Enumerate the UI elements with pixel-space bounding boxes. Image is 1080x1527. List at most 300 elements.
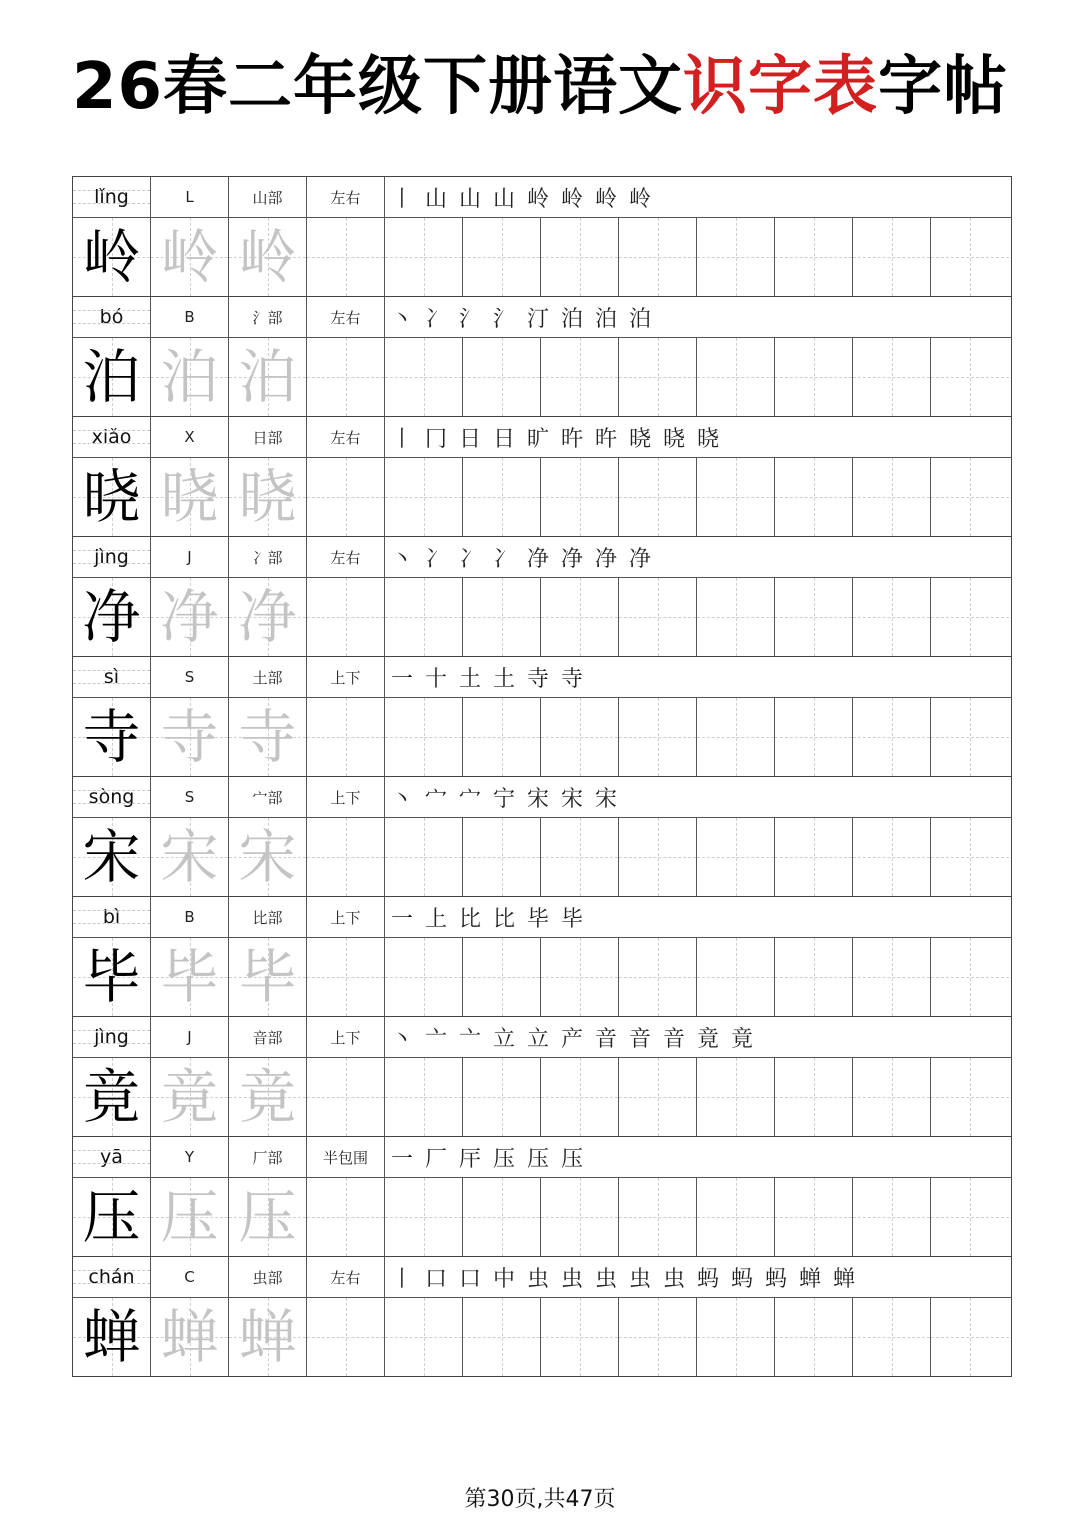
- trace-character: 毕: [160, 943, 219, 1011]
- stroke-step: 日: [459, 426, 482, 452]
- stroke-step: 宀: [459, 786, 482, 812]
- trace-character: 寺: [160, 703, 219, 771]
- writing-grid-row: [73, 938, 1011, 1017]
- trace-cell: [229, 578, 307, 656]
- stroke-step: 虫: [595, 1266, 618, 1292]
- character-entry: [73, 1257, 1011, 1376]
- practice-cell[interactable]: [697, 1058, 775, 1136]
- practice-cell[interactable]: [619, 698, 697, 776]
- stroke-step: 蝉: [833, 1266, 856, 1292]
- practice-cell[interactable]: [775, 818, 853, 896]
- structure-label: 半包围: [307, 1137, 385, 1177]
- practice-cell[interactable]: [775, 458, 853, 536]
- trace-cell: [151, 458, 229, 536]
- practice-cell[interactable]: [775, 1298, 853, 1376]
- stroke-step: 宀: [425, 786, 448, 812]
- writing-grid-row: [73, 698, 1011, 777]
- radical-label: 氵部: [229, 297, 307, 337]
- radical-label: 音部: [229, 1017, 307, 1057]
- practice-cell[interactable]: [619, 1178, 697, 1256]
- trace-cell: [229, 1298, 307, 1376]
- model-character: 寺: [82, 703, 141, 771]
- practice-cell[interactable]: [697, 578, 775, 656]
- stroke-step: 虫: [561, 1266, 584, 1292]
- practice-cell[interactable]: [775, 698, 853, 776]
- practice-cell[interactable]: [541, 578, 619, 656]
- character-entry: [73, 897, 1011, 1017]
- practice-cell[interactable]: [541, 698, 619, 776]
- trace-cell: [151, 818, 229, 896]
- stroke-step: 虫: [629, 1266, 652, 1292]
- model-cell: [73, 1178, 151, 1256]
- stroke-step: 宋: [527, 786, 550, 812]
- practice-cell[interactable]: [619, 1058, 697, 1136]
- model-character: 岭: [82, 223, 141, 291]
- stroke-step: 一: [391, 666, 414, 692]
- stroke-step: 丶: [391, 786, 414, 812]
- stroke-step: 十: [425, 666, 448, 692]
- practice-cell[interactable]: [307, 1178, 385, 1256]
- stroke-step: 岭: [561, 186, 584, 212]
- trace-cell: [151, 338, 229, 416]
- stroke-step: 丨: [391, 1266, 414, 1292]
- stroke-step: 山: [459, 186, 482, 212]
- model-cell: [73, 1298, 151, 1376]
- practice-cell[interactable]: [853, 1058, 931, 1136]
- structure-label: 上下: [307, 657, 385, 697]
- practice-cell[interactable]: [541, 938, 619, 1016]
- trace-character: 净: [160, 583, 219, 651]
- writing-grid-row: [73, 1058, 1011, 1137]
- stroke-step: 冫: [459, 546, 482, 572]
- info-row: [73, 657, 1011, 698]
- stroke-step: 蚂: [697, 1266, 720, 1292]
- practice-cell[interactable]: [463, 698, 541, 776]
- info-row: [73, 897, 1011, 938]
- structure-label: 左右: [307, 417, 385, 457]
- character-entry: [73, 1137, 1011, 1257]
- trace-cell: [229, 1178, 307, 1256]
- page-title: [0, 42, 1080, 132]
- practice-cell[interactable]: [775, 338, 853, 416]
- practice-cell[interactable]: [853, 818, 931, 896]
- stroke-step: 晓: [697, 426, 720, 452]
- model-character: 泊: [82, 343, 141, 411]
- radical-label: 日部: [229, 417, 307, 457]
- stroke-step: 山: [493, 186, 516, 212]
- trace-character: 泊: [238, 343, 297, 411]
- practice-cell[interactable]: [307, 938, 385, 1016]
- pinyin-label: sì: [73, 657, 151, 697]
- stroke-step: 土: [459, 666, 482, 692]
- practice-cell[interactable]: [307, 1058, 385, 1136]
- pinyin-label: yā: [73, 1137, 151, 1177]
- practice-cell[interactable]: [931, 578, 1009, 656]
- structure-label: 上下: [307, 897, 385, 937]
- practice-cell[interactable]: [541, 338, 619, 416]
- radical-label: 土部: [229, 657, 307, 697]
- stroke-step: 竟: [731, 1026, 754, 1052]
- stroke-step: 山: [425, 186, 448, 212]
- trace-character: 净: [238, 583, 297, 651]
- practice-cell[interactable]: [697, 938, 775, 1016]
- trace-cell: [229, 698, 307, 776]
- practice-cell[interactable]: [853, 1178, 931, 1256]
- stroke-step: 岭: [527, 186, 550, 212]
- pinyin-label: jìng: [73, 1017, 151, 1057]
- practice-cell[interactable]: [697, 218, 775, 296]
- practice-cell[interactable]: [385, 338, 463, 416]
- practice-cell[interactable]: [697, 698, 775, 776]
- stroke-step: 口: [459, 1266, 482, 1292]
- practice-cell[interactable]: [385, 938, 463, 1016]
- practice-cell[interactable]: [697, 458, 775, 536]
- stroke-step: 虫: [527, 1266, 550, 1292]
- trace-character: 岭: [238, 223, 297, 291]
- practice-cell[interactable]: [385, 578, 463, 656]
- practice-cell[interactable]: [541, 1298, 619, 1376]
- trace-cell: [151, 1298, 229, 1376]
- practice-cell[interactable]: [853, 338, 931, 416]
- writing-grid-row: [73, 338, 1011, 417]
- character-entry: [73, 1017, 1011, 1137]
- character-entry: [73, 777, 1011, 897]
- practice-cell[interactable]: [697, 1298, 775, 1376]
- model-cell: [73, 938, 151, 1016]
- stroke-step: 丨: [391, 426, 414, 452]
- practice-cell[interactable]: [307, 698, 385, 776]
- page-number: 第30页,共47页: [464, 1487, 616, 1512]
- practice-cell[interactable]: [385, 1178, 463, 1256]
- stroke-step: 氵: [459, 306, 482, 332]
- pinyin-label: chán: [73, 1257, 151, 1297]
- info-row: [73, 177, 1011, 218]
- stroke-step: 寺: [561, 666, 584, 692]
- stroke-step: 音: [595, 1026, 618, 1052]
- info-row: [73, 1017, 1011, 1058]
- stroke-step: 丶: [391, 1026, 414, 1052]
- model-character: 毕: [82, 943, 141, 1011]
- trace-cell: [151, 938, 229, 1016]
- stroke-step: 口: [425, 1266, 448, 1292]
- stroke-step: 亠: [425, 1026, 448, 1052]
- trace-character: 寺: [238, 703, 297, 771]
- stroke-step: 蚂: [765, 1266, 788, 1292]
- practice-cell[interactable]: [385, 1058, 463, 1136]
- practice-cell[interactable]: [931, 218, 1009, 296]
- character-entry: [73, 537, 1011, 657]
- practice-cell[interactable]: [775, 1058, 853, 1136]
- practice-cell[interactable]: [463, 938, 541, 1016]
- stroke-step: 比: [493, 906, 516, 932]
- practice-cell[interactable]: [931, 938, 1009, 1016]
- initial-letter: Y: [151, 1137, 229, 1177]
- practice-cell[interactable]: [385, 218, 463, 296]
- model-cell: [73, 578, 151, 656]
- practice-cell[interactable]: [931, 818, 1009, 896]
- trace-character: 岭: [160, 223, 219, 291]
- stroke-order: [385, 657, 1011, 697]
- practice-cell[interactable]: [775, 218, 853, 296]
- practice-cell[interactable]: [697, 1178, 775, 1256]
- stroke-step: 厂: [425, 1146, 448, 1172]
- pinyin-label: jìng: [73, 537, 151, 577]
- stroke-step: 日: [493, 426, 516, 452]
- stroke-step: 比: [459, 906, 482, 932]
- stroke-step: 岭: [629, 186, 652, 212]
- model-cell: [73, 1058, 151, 1136]
- stroke-step: 一: [391, 906, 414, 932]
- practice-cell[interactable]: [385, 698, 463, 776]
- trace-character: 晓: [160, 463, 219, 531]
- structure-label: 上下: [307, 1017, 385, 1057]
- structure-label: 左右: [307, 1257, 385, 1297]
- stroke-step: 冫: [425, 306, 448, 332]
- stroke-step: 汀: [527, 306, 550, 332]
- stroke-step: 旿: [561, 426, 584, 452]
- practice-cell[interactable]: [541, 1178, 619, 1256]
- stroke-step: 土: [493, 666, 516, 692]
- title-part-3: 字帖: [878, 50, 1009, 124]
- stroke-step: 毕: [561, 906, 584, 932]
- practice-cell[interactable]: [775, 578, 853, 656]
- info-row: [73, 537, 1011, 578]
- practice-cell[interactable]: [307, 458, 385, 536]
- model-cell: [73, 218, 151, 296]
- title-highlight: 识字表: [683, 50, 879, 124]
- structure-label: 左右: [307, 297, 385, 337]
- trace-character: 蝉: [160, 1303, 219, 1371]
- stroke-step: 冫: [425, 546, 448, 572]
- stroke-order: [385, 297, 1011, 337]
- pinyin-label: sòng: [73, 777, 151, 817]
- writing-grid-row: [73, 1178, 1011, 1257]
- stroke-step: 岭: [595, 186, 618, 212]
- model-cell: [73, 818, 151, 896]
- stroke-step: 压: [527, 1146, 550, 1172]
- stroke-step: 丶: [391, 546, 414, 572]
- writing-grid-row: [73, 1298, 1011, 1376]
- stroke-order: [385, 1137, 1011, 1177]
- practice-cell[interactable]: [463, 218, 541, 296]
- trace-cell: [229, 938, 307, 1016]
- stroke-step: 厈: [459, 1146, 482, 1172]
- stroke-step: 压: [493, 1146, 516, 1172]
- stroke-step: 晓: [663, 426, 686, 452]
- initial-letter: B: [151, 897, 229, 937]
- stroke-order: [385, 417, 1011, 457]
- trace-character: 压: [160, 1183, 219, 1251]
- practice-cell[interactable]: [307, 578, 385, 656]
- practice-cell[interactable]: [931, 458, 1009, 536]
- trace-character: 竟: [238, 1063, 297, 1131]
- stroke-step: 蝉: [799, 1266, 822, 1292]
- stroke-step: 旿: [595, 426, 618, 452]
- stroke-step: 冂: [425, 426, 448, 452]
- practice-cell[interactable]: [619, 578, 697, 656]
- stroke-step: 亠: [459, 1026, 482, 1052]
- practice-cell[interactable]: [619, 458, 697, 536]
- trace-character: 泊: [160, 343, 219, 411]
- initial-letter: J: [151, 537, 229, 577]
- trace-character: 竟: [160, 1063, 219, 1131]
- practice-cell[interactable]: [697, 338, 775, 416]
- model-character: 晓: [82, 463, 141, 531]
- initial-letter: S: [151, 777, 229, 817]
- model-cell: [73, 338, 151, 416]
- trace-cell: [151, 578, 229, 656]
- writing-grid-row: [73, 818, 1011, 897]
- stroke-step: 净: [527, 546, 550, 572]
- practice-cell[interactable]: [307, 818, 385, 896]
- pinyin-label: bì: [73, 897, 151, 937]
- practice-cell[interactable]: [307, 1298, 385, 1376]
- stroke-step: 寺: [527, 666, 550, 692]
- practice-cell[interactable]: [853, 1298, 931, 1376]
- structure-label: 上下: [307, 777, 385, 817]
- practice-cell[interactable]: [619, 938, 697, 1016]
- practice-cell[interactable]: [775, 938, 853, 1016]
- practice-cell[interactable]: [853, 938, 931, 1016]
- info-row: [73, 777, 1011, 818]
- practice-cell[interactable]: [463, 818, 541, 896]
- trace-character: 晓: [238, 463, 297, 531]
- practice-cell[interactable]: [931, 1058, 1009, 1136]
- model-character: 宋: [82, 823, 141, 891]
- stroke-step: 丨: [391, 186, 414, 212]
- trace-cell: [151, 1058, 229, 1136]
- character-entry: [73, 297, 1011, 417]
- stroke-step: 压: [561, 1146, 584, 1172]
- stroke-step: 氵: [493, 306, 516, 332]
- practice-cell[interactable]: [619, 338, 697, 416]
- radical-label: 厂部: [229, 1137, 307, 1177]
- practice-cell[interactable]: [463, 1178, 541, 1256]
- character-entry: [73, 657, 1011, 777]
- practice-cell[interactable]: [697, 818, 775, 896]
- stroke-step: 产: [561, 1026, 584, 1052]
- model-character: 竟: [82, 1063, 141, 1131]
- stroke-step: 中: [493, 1266, 516, 1292]
- practice-sheet: [72, 176, 1012, 1377]
- model-character: 蝉: [82, 1303, 141, 1371]
- radical-label: 虫部: [229, 1257, 307, 1297]
- stroke-order: [385, 777, 1011, 817]
- trace-character: 毕: [238, 943, 297, 1011]
- practice-cell[interactable]: [931, 338, 1009, 416]
- initial-letter: X: [151, 417, 229, 457]
- practice-cell[interactable]: [931, 1298, 1009, 1376]
- trace-cell: [229, 458, 307, 536]
- trace-cell: [229, 218, 307, 296]
- radical-label: 山部: [229, 177, 307, 217]
- initial-letter: J: [151, 1017, 229, 1057]
- practice-cell[interactable]: [931, 698, 1009, 776]
- stroke-step: 宁: [493, 786, 516, 812]
- trace-cell: [151, 218, 229, 296]
- practice-cell[interactable]: [463, 338, 541, 416]
- practice-cell[interactable]: [541, 1058, 619, 1136]
- pinyin-label: xiǎo: [73, 417, 151, 457]
- stroke-step: 上: [425, 906, 448, 932]
- practice-cell[interactable]: [619, 1298, 697, 1376]
- practice-cell[interactable]: [307, 338, 385, 416]
- model-cell: [73, 458, 151, 536]
- stroke-step: 竟: [697, 1026, 720, 1052]
- stroke-step: 宋: [561, 786, 584, 812]
- stroke-step: 蚂: [731, 1266, 754, 1292]
- model-character: 净: [82, 583, 141, 651]
- stroke-step: 一: [391, 1146, 414, 1172]
- title-part-1: 26春二年级下册语文: [71, 50, 684, 124]
- practice-cell[interactable]: [619, 218, 697, 296]
- pinyin-label: lǐng: [73, 177, 151, 217]
- practice-cell[interactable]: [775, 1178, 853, 1256]
- trace-character: 宋: [160, 823, 219, 891]
- model-character: 压: [82, 1183, 141, 1251]
- info-row: [73, 297, 1011, 338]
- stroke-step: 音: [629, 1026, 652, 1052]
- stroke-step: 晓: [629, 426, 652, 452]
- stroke-step: 毕: [527, 906, 550, 932]
- stroke-step: 虫: [663, 1266, 686, 1292]
- stroke-step: 旷: [527, 426, 550, 452]
- stroke-order: [385, 1257, 1011, 1297]
- practice-cell[interactable]: [541, 818, 619, 896]
- stroke-step: 冫: [493, 546, 516, 572]
- trace-cell: [229, 338, 307, 416]
- character-entry: [73, 417, 1011, 537]
- practice-cell[interactable]: [853, 458, 931, 536]
- practice-cell[interactable]: [853, 698, 931, 776]
- practice-cell[interactable]: [463, 1298, 541, 1376]
- practice-cell[interactable]: [463, 458, 541, 536]
- practice-cell[interactable]: [307, 218, 385, 296]
- initial-letter: B: [151, 297, 229, 337]
- writing-grid-row: [73, 578, 1011, 657]
- practice-cell[interactable]: [931, 1178, 1009, 1256]
- practice-cell[interactable]: [463, 1058, 541, 1136]
- practice-cell[interactable]: [385, 818, 463, 896]
- practice-cell[interactable]: [385, 458, 463, 536]
- practice-cell[interactable]: [853, 578, 931, 656]
- stroke-step: 音: [663, 1026, 686, 1052]
- practice-cell[interactable]: [541, 458, 619, 536]
- info-row: [73, 417, 1011, 458]
- initial-letter: L: [151, 177, 229, 217]
- practice-cell[interactable]: [619, 818, 697, 896]
- practice-cell[interactable]: [541, 218, 619, 296]
- stroke-step: 泊: [561, 306, 584, 332]
- stroke-step: 立: [527, 1026, 550, 1052]
- practice-cell[interactable]: [385, 1298, 463, 1376]
- radical-label: 宀部: [229, 777, 307, 817]
- info-row: [73, 1257, 1011, 1298]
- stroke-step: 泊: [595, 306, 618, 332]
- stroke-step: 净: [629, 546, 652, 572]
- practice-cell[interactable]: [463, 578, 541, 656]
- stroke-order: [385, 537, 1011, 577]
- radical-label: 冫部: [229, 537, 307, 577]
- stroke-order: [385, 177, 1011, 217]
- stroke-step: 净: [561, 546, 584, 572]
- trace-character: 压: [238, 1183, 297, 1251]
- stroke-step: 净: [595, 546, 618, 572]
- stroke-step: 泊: [629, 306, 652, 332]
- radical-label: 比部: [229, 897, 307, 937]
- practice-cell[interactable]: [853, 218, 931, 296]
- structure-label: 左右: [307, 177, 385, 217]
